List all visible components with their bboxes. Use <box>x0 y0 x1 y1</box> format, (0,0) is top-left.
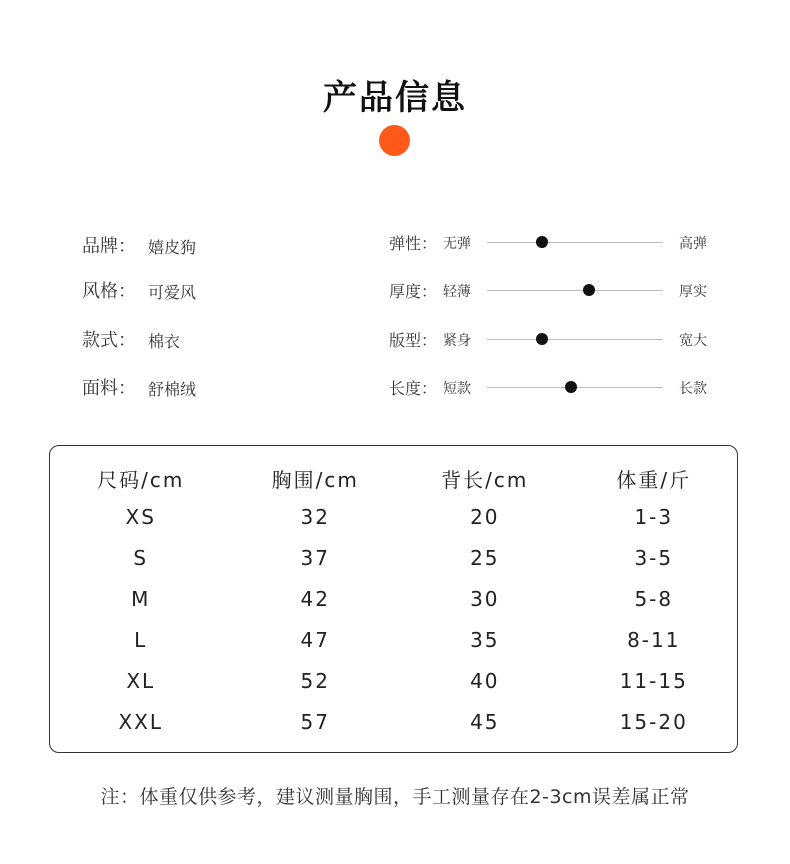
cell-weight: 1-3 <box>634 504 674 529</box>
cell-back-length: 35 <box>470 627 500 652</box>
cell-size: XL <box>126 668 156 693</box>
cell-weight: 15-20 <box>619 709 688 734</box>
table-row <box>50 701 737 742</box>
scale-min-label: 紧身 <box>443 333 471 349</box>
size-chart <box>49 445 738 753</box>
info-value: 棉衣 <box>148 332 181 351</box>
cell-back-length: 20 <box>470 504 500 529</box>
scale-max-label: 宽大 <box>679 333 707 349</box>
scale-knob <box>565 381 577 393</box>
scale-length <box>389 376 719 406</box>
accent-dot <box>379 125 410 156</box>
info-value: 嬉皮狗 <box>148 238 197 257</box>
cell-weight: 5-8 <box>634 586 674 611</box>
cell-chest: 47 <box>300 627 330 652</box>
cell-back-length: 30 <box>470 586 500 611</box>
scale-max-label: 厚实 <box>679 284 707 300</box>
cell-weight: 8-11 <box>627 627 681 652</box>
page-title: 产品信息 <box>323 78 467 118</box>
scale-label: 弹性： <box>389 234 438 253</box>
cell-size: S <box>133 545 149 570</box>
header-back-length: 背长/cm <box>441 467 529 492</box>
cell-back-length: 45 <box>470 709 500 734</box>
info-label: 面料： <box>82 378 136 399</box>
cell-chest: 52 <box>300 668 330 693</box>
header-size: 尺码/cm <box>97 467 185 492</box>
table-row <box>50 537 737 578</box>
info-label: 款式： <box>82 330 136 351</box>
cell-chest: 42 <box>300 586 330 611</box>
table-row <box>50 578 737 619</box>
table-row <box>50 660 737 701</box>
scale-min-label: 轻薄 <box>443 284 471 300</box>
scale-elasticity <box>389 231 719 261</box>
scale-track <box>487 242 663 243</box>
size-table <box>50 460 737 742</box>
scale-knob <box>536 333 548 345</box>
scale-track <box>487 387 663 388</box>
table-row <box>50 496 737 537</box>
cell-size: M <box>131 586 151 611</box>
scale-max-label: 高弹 <box>679 236 707 252</box>
table-row <box>50 619 737 660</box>
cell-chest: 32 <box>300 504 330 529</box>
cell-chest: 37 <box>300 545 330 570</box>
scale-track <box>487 339 663 340</box>
scale-track <box>487 290 663 291</box>
cell-size: XS <box>125 504 156 529</box>
header-chest: 胸围/cm <box>271 467 359 492</box>
info-value: 舒棉绒 <box>148 380 197 399</box>
cell-back-length: 40 <box>470 668 500 693</box>
scale-label: 版型： <box>389 331 438 350</box>
scale-max-label: 长款 <box>679 381 707 397</box>
cell-size: XXL <box>118 709 164 734</box>
cell-size: L <box>134 627 148 652</box>
header-weight: 体重/斤 <box>616 467 692 492</box>
scale-thickness <box>389 279 719 309</box>
cell-chest: 57 <box>300 709 330 734</box>
scale-knob <box>583 284 595 296</box>
info-label: 风格： <box>82 281 136 302</box>
scale-fit <box>389 328 719 358</box>
info-value: 可爱风 <box>148 283 197 302</box>
scale-min-label: 无弹 <box>443 236 471 252</box>
scale-knob <box>536 236 548 248</box>
cell-weight: 3-5 <box>634 545 674 570</box>
cell-weight: 11-15 <box>619 668 688 693</box>
scale-label: 长度： <box>389 379 438 398</box>
scale-min-label: 短款 <box>443 381 471 397</box>
cell-back-length: 25 <box>470 545 500 570</box>
info-label: 品牌： <box>82 236 136 257</box>
size-table-header <box>50 460 737 496</box>
scale-label: 厚度： <box>389 282 438 301</box>
measurement-note: 注：体重仅供参考，建议测量胸围，手工测量存在2-3cm误差属正常 <box>100 786 690 808</box>
